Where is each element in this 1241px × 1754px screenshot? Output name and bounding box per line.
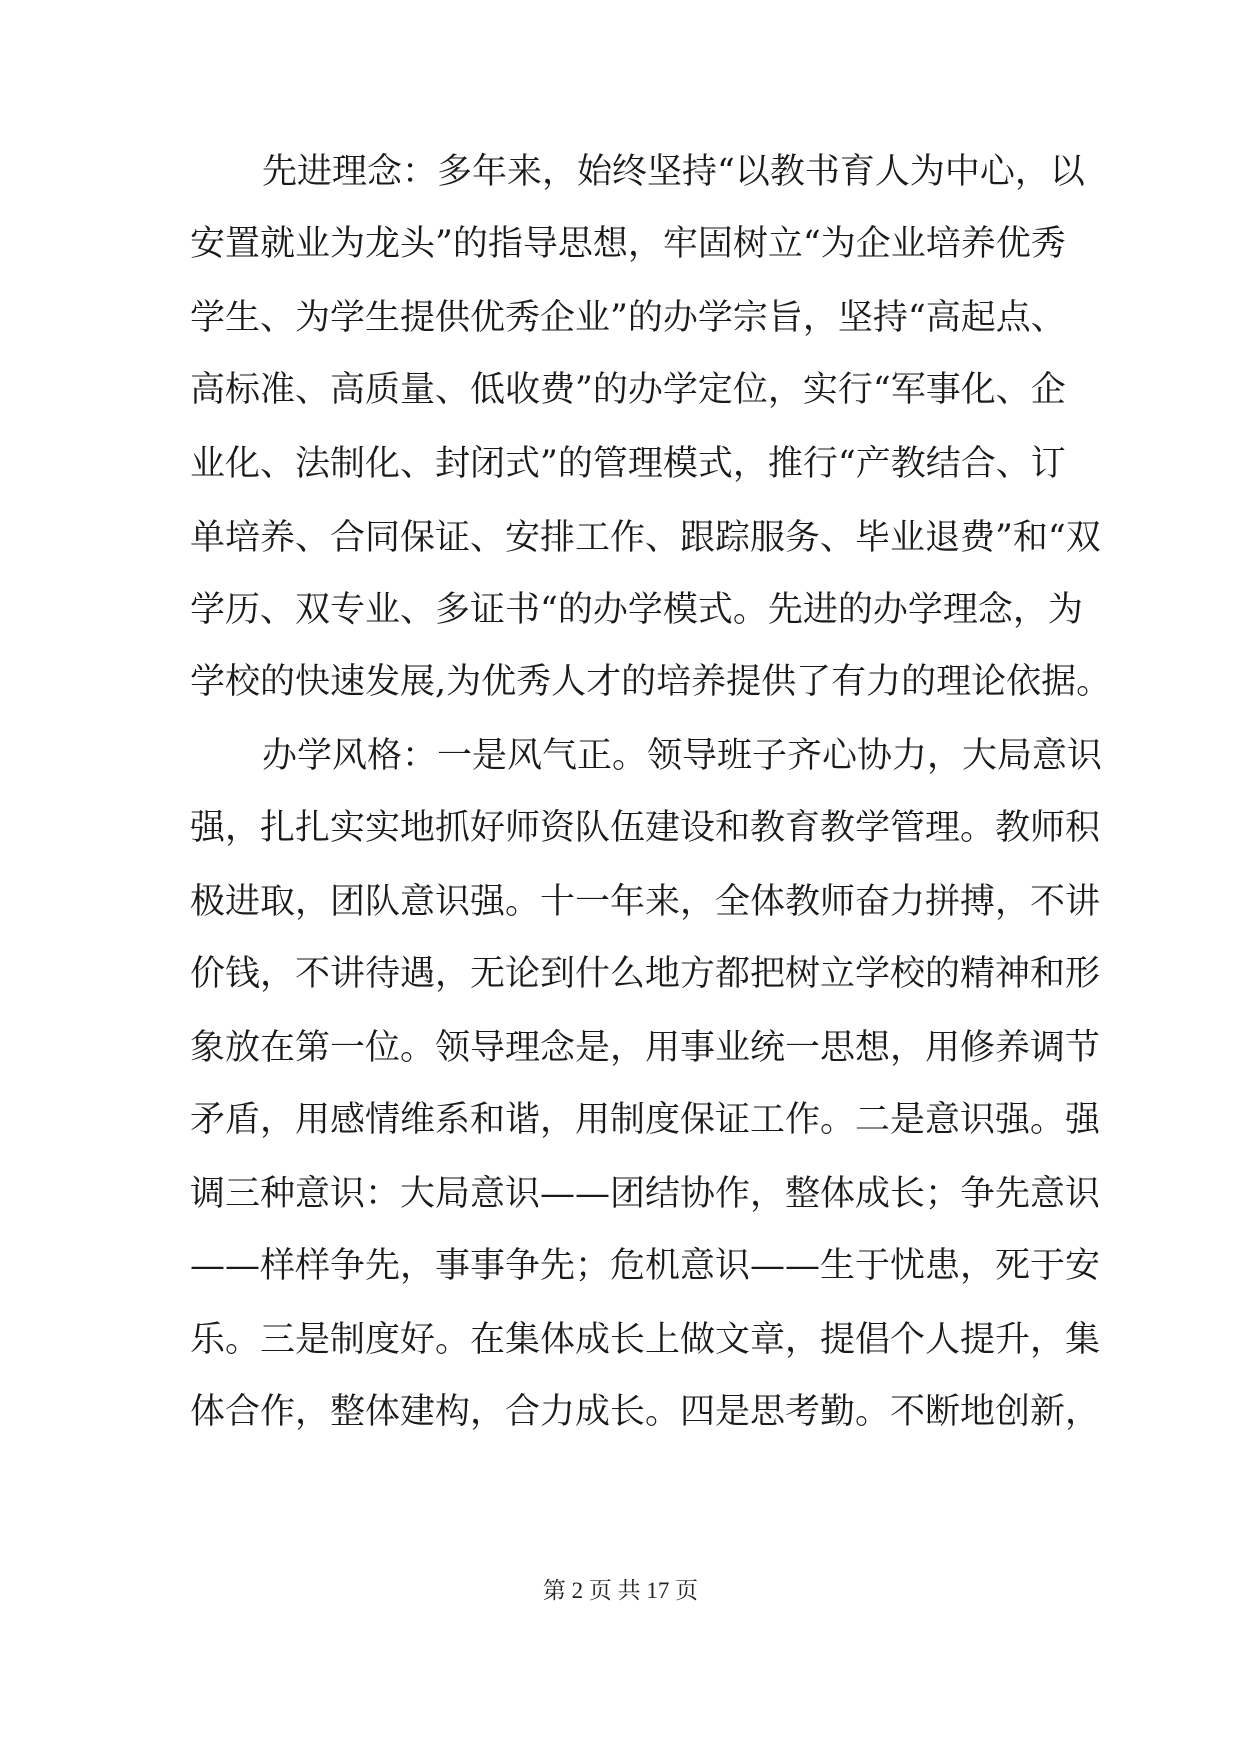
- text-line: 业化、法制化、封闭式”的管理模式，推行“产教结合、订: [190, 444, 1066, 484]
- text-line: 矛盾，用感情维系和谐，用制度保证工作。二是意识强。强: [190, 1100, 1101, 1140]
- text-line: 安置就业为龙头”的指导思想，牢固树立“为企业培养优秀: [190, 224, 1066, 264]
- text-line: 强，扎扎实实地抓好师资队伍建设和教育教学管理。教师积: [190, 808, 1101, 848]
- text-line: 学生、为学生提供优秀企业”的办学宗旨，坚持“高起点、: [190, 298, 1066, 338]
- text-line: 单培养、合同保证、安排工作、跟踪服务、毕业退费”和“双: [190, 518, 1101, 558]
- text-line: ——样样争先，事事争先；危机意识——生于忧患，死于安: [190, 1246, 1101, 1286]
- text-line: 乐。三是制度好。在集体成长上做文章，提倡个人提升，集: [190, 1320, 1101, 1360]
- text-line: 学历、双专业、多证书“的办学模式。先进的办学理念，为: [190, 590, 1083, 630]
- page-number-footer: 第 2 页 共 17 页: [542, 1578, 699, 1603]
- text-line: 体合作，整体建构，合力成长。四是思考勤。不断地创新，: [190, 1392, 1101, 1432]
- text-line: 象放在第一位。领导理念是，用事业统一思想，用修养调节: [190, 1028, 1101, 1068]
- text-line: 办学风格：一是风气正。领导班子齐心协力，大局意识: [262, 736, 1103, 776]
- text-line: 学校的快速发展,为优秀人才的培养提供了有力的理论依据。: [190, 662, 1112, 702]
- text-line: 极进取，团队意识强。十一年来，全体教师奋力拼搏，不讲: [190, 882, 1101, 922]
- text-line: 调三种意识：大局意识——团结协作，整体成长；争先意识: [190, 1174, 1101, 1214]
- text-line: 高标准、高质量、低收费”的办学定位，实行“军事化、企: [190, 370, 1066, 410]
- text-line: 先进理念：多年来，始终坚持“以教书育人为中心，以: [262, 152, 1085, 192]
- text-line: 价钱，不讲待遇，无论到什么地方都把树立学校的精神和形: [190, 954, 1101, 994]
